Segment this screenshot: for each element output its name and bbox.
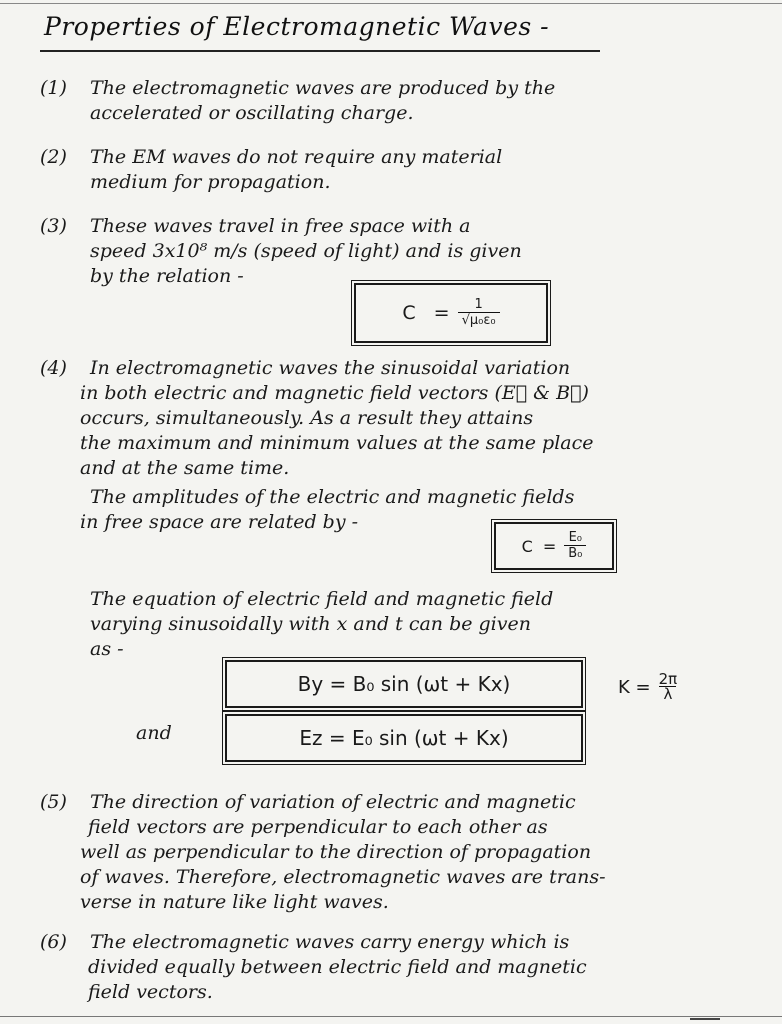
property-6 (40, 930, 587, 1005)
property-4 (40, 356, 593, 481)
property-3-number: (3) (40, 215, 67, 237)
amplitude-line-1: The amplitudes of the electric and magnetic fields (90, 486, 575, 508)
property-1-line-2: accelerated or oscillating charge. (90, 102, 414, 124)
equation-intro-line-1: The equation of electric field and magnetic field (90, 588, 554, 610)
property-6-line-1: The electromagnetic waves carry energy which is (90, 931, 570, 953)
property-1-number: (1) (40, 77, 67, 99)
property-6-line-3: field vectors. (88, 981, 213, 1003)
equation-intro-line-2: varying sinusoidally with x and t can be given (90, 613, 531, 635)
and-connector: and (136, 722, 172, 744)
property-2-line-1: The EM waves do not require any material (90, 146, 503, 168)
amplitude-formula-fraction (564, 531, 586, 561)
property-2 (40, 145, 502, 195)
amplitude-formula-numerator: E₀ (568, 530, 582, 545)
page-corner-mark (690, 1018, 720, 1020)
property-4-number: (4) (40, 357, 67, 379)
property-5-line-1: The direction of variation of electric and magnetic (90, 791, 576, 813)
magnetic-field-equation: By = B₀ sin (ωt + Kx) (297, 672, 511, 696)
amplitude-formula-denominator: B₀ (564, 545, 586, 561)
equation-intro-text (90, 587, 553, 662)
property-4-line-1: In electromagnetic waves the sinusoidal variation (90, 357, 571, 379)
electric-field-equation: Ez = E₀ sin (ωt + Kx) (299, 726, 509, 750)
property-2-line-2: medium for propagation. (90, 171, 331, 193)
amplitude-formula-lhs: C (521, 536, 533, 556)
property-4-line-2: in both electric and magnetic field vectors (E⃗ & B⃗) (80, 382, 589, 404)
speed-formula-box (354, 283, 548, 343)
equation-intro-line-3: as - (90, 638, 124, 660)
property-5-number: (5) (40, 791, 67, 813)
property-4-line-4: the maximum and minimum values at the same place (80, 432, 594, 454)
wave-number-relation (618, 672, 677, 702)
property-5-line-4: of waves. Therefore, electromagnetic waves are trans- (80, 866, 606, 888)
property-6-number: (6) (40, 931, 67, 953)
property-5-line-5: verse in nature like light waves. (80, 891, 389, 913)
speed-formula-numerator: 1 (474, 297, 483, 312)
property-3-line-1: These waves travel in free space with a (90, 215, 471, 237)
property-5 (40, 790, 606, 915)
property-6-line-2: divided equally between electric field and magnetic (88, 956, 587, 978)
title-underline (40, 50, 600, 52)
property-5-line-2: field vectors are perpendicular to each other as (88, 816, 548, 838)
speed-formula-equals: = (433, 302, 450, 324)
amplitude-formula-box (494, 522, 614, 570)
property-5-line-3: well as perpendicular to the direction of propagation (80, 841, 592, 863)
property-2-number: (2) (40, 146, 67, 168)
magnetic-field-equation-box (225, 660, 583, 708)
property-4-line-5: and at the same time. (80, 457, 290, 479)
electric-field-equation-box (225, 714, 583, 762)
amplitude-line-2: in free space are related by - (80, 511, 359, 533)
top-rule (0, 3, 782, 4)
wave-number-denominator: λ (659, 686, 676, 702)
property-3-line-3: by the relation - (90, 265, 244, 287)
property-3 (40, 214, 522, 289)
property-1 (40, 76, 555, 126)
property-3-line-2: speed 3x10⁸ m/s (speed of light) and is given (90, 240, 522, 262)
property-4-line-3: occurs, simultaneously. As a result they attains (80, 407, 534, 429)
wave-number-lhs: K = (618, 676, 651, 698)
wave-number-numerator: 2π (658, 670, 678, 688)
speed-formula-fraction (458, 298, 500, 328)
wave-number-fraction (659, 672, 678, 702)
bottom-rule (0, 1016, 782, 1017)
speed-formula-denominator: √μ₀ε₀ (458, 312, 500, 328)
page-title: Properties of Electromagnetic Waves - (44, 12, 550, 41)
property-1-line-1: The electromagnetic waves are produced by the (90, 77, 556, 99)
speed-formula-lhs: C (402, 302, 416, 324)
amplitude-formula-equals: = (542, 536, 557, 556)
